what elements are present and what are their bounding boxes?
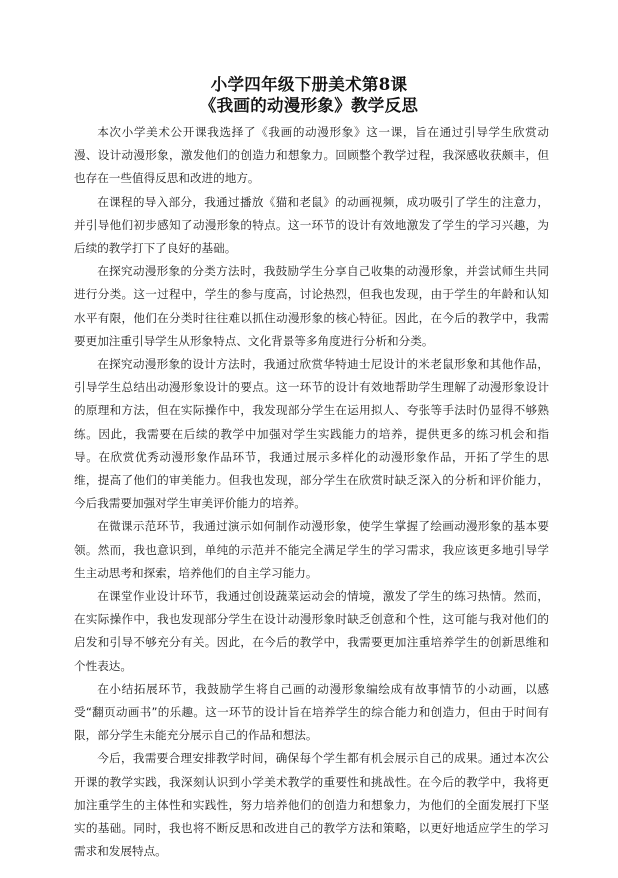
paragraph-classification: 在探究动漫形象的分类方法时，我鼓励学生分享自己收集的动漫形象，并尝试师生共同进行分类。这一过程中，学生的参与度高，讨论热烈，但我也发现，由于学生的年龄和认知水平有限，他们在分类时往往难以抓住动漫形象的核心特征。因此，在今后的教学中，我需要更加注重引导学生从形象特点、文化背景等多角度进行分析和分类。 xyxy=(74,264,549,348)
paragraph-micro-lesson: 在微课示范环节，我通过演示如何制作动漫形象，使学生掌握了绘画动漫形象的基本要领。然而，我也意识到，单纯的示范并不能完全满足学生的学习需求，我应该更多地引导学生主动思考和探索，培养他们的自主学习能力。 xyxy=(74,519,549,580)
paragraph-conclusion: 今后，我需要合理安排教学时间，确保每个学生都有机会展示自己的成果。通过本次公开课的教学实践，我深刻认识到小学美术教学的重要性和挑战性。在今后的教学中，我将更加注重学生的主体性和实践性，努力培养他们的创造力和想象力，为他们的全面发展打下坚实的基础。同时，我也将不断反思和改进自己的教学方法和策略，以更好地适应学生的学习需求和发展特点。 xyxy=(74,751,549,859)
title-line-2: 《我画的动漫形象》教学反思 xyxy=(199,96,419,115)
document-body xyxy=(74,121,549,864)
paragraph-design-methods: 在探究动漫形象的设计方法时，我通过欣赏华特迪士尼设计的米老鼠形象和其他作品，引导学生总结出动漫形象设计的要点。这一环节的设计有效地帮助学生理解了动漫形象设计的原理和方法，但在实际操作中，我发现部分学生在运用拟人、夸张等手法时仍显得不够熟练。因此，我需要在后续的教学中加强对学生实践能力的培养，提供更多的练习机会和指导。在欣赏优秀动漫形象作品环节，我通过展示多样化的动漫形象作品，开拓了学生的思维，提高了他们的审美能力。但我也发现，部分学生在欣赏时缺乏深入的分析和评价能力，今后我需要加强对学生审美评价能力的培养。 xyxy=(74,357,549,511)
paragraph-summary-extension: 在小结拓展环节，我鼓励学生将自己画的动漫形象编绘成有故事情节的小动画，以感受“翻页动画书”的乐趣。这一环节的设计旨在培养学生的综合能力和创造力，但由于时间有限，部分学生未能充分展示自己的作品和想法。 xyxy=(74,681,549,743)
paragraph-intro: 本次小学美术公开课我选择了《我画的动漫形象》这一课，旨在通过引导学生欣赏动漫、设计动漫形象，激发他们的创造力和想象力。回顾整个教学过程，我深感收获颇丰，但也存在一些值得反思和改进的地方。 xyxy=(74,125,549,186)
document-title xyxy=(0,74,618,116)
paragraph-homework-design: 在课堂作业设计环节，我通过创设蔬菜运动会的情境，激发了学生的练习热情。然而，在实际操作中，我也发现部分学生在设计动漫形象时缺乏创意和个性，这可能与我对他们的启发和引导不够充分有关。因此，在今后的教学中，我需要更加注重培养学生的创新思维和个性表达。 xyxy=(74,589,549,673)
paragraph-introduction-section: 在课程的导入部分，我通过播放《猫和老鼠》的动画视频，成功吸引了学生的注意力，并引导他们初步感知了动漫形象的特点。这一环节的设计有效地激发了学生的学习兴趣，为后续的教学打下了良好的基础。 xyxy=(74,194,549,256)
title-line-1: 小学四年级下册美术第8课 xyxy=(210,75,408,94)
